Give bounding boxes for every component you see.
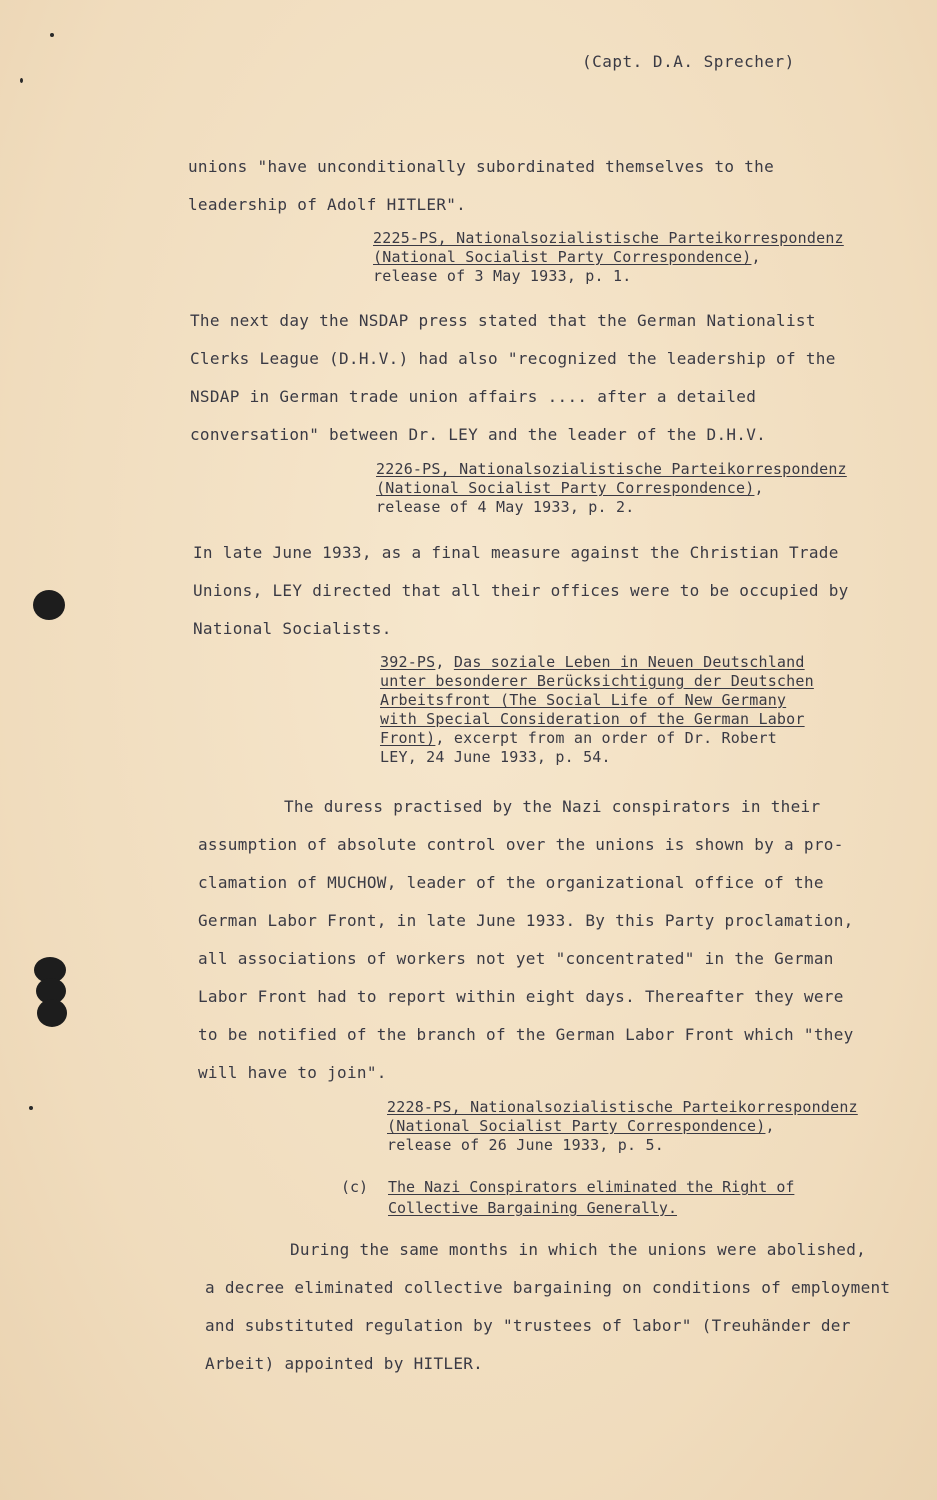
- speck-2: [29, 1106, 33, 1110]
- paragraph-4-line-1: The duress practised by the Nazi conspirators in their: [284, 797, 821, 816]
- citation-release: LEY, 24 June 1933, p. 54.: [380, 748, 611, 766]
- paragraph-1-line-1: unions "have unconditionally subordinated themselves to the: [188, 157, 775, 176]
- paragraph-2: [190, 302, 836, 454]
- citation-ref: 392-PS: [380, 653, 436, 671]
- paragraph-5-line-2: a decree eliminated collective bargaining on conditions of employment: [205, 1278, 891, 1297]
- citation-2226-ps: [376, 460, 847, 517]
- paragraph-3-line-3: National Socialists.: [193, 619, 392, 638]
- punch-hole-top: [33, 590, 65, 620]
- paragraph-3-line-1: In late June 1933, as a final measure against the Christian Trade: [193, 543, 839, 562]
- section-heading-c: [341, 1177, 794, 1197]
- citation-title-line-4: with Special Consideration of the German Labor: [380, 710, 805, 728]
- citation-release: release of 26 June 1933, p. 5.: [387, 1136, 664, 1154]
- paragraph-2-line-1: The next day the NSDAP press stated that the German Nationalist: [190, 311, 816, 330]
- citation-release: release of 4 May 1933, p. 2.: [376, 498, 635, 516]
- section-label: (c): [341, 1178, 369, 1196]
- paragraph-2-line-2: Clerks League (D.H.V.) had also "recognized the leadership of the: [190, 349, 836, 368]
- paragraph-1-line-2: leadership of Adolf HITLER".: [188, 195, 467, 214]
- citation-ref: 2226-PS: [376, 460, 441, 478]
- citation-title-line-3: Arbeitsfront (The Social Life of New Germany: [380, 691, 787, 709]
- paragraph-1: [188, 148, 774, 224]
- citation-title: , Nationalsozialistische Parteikorrespondenz: [437, 229, 844, 247]
- citation-translation: (National Socialist Party Correspondence): [387, 1117, 766, 1135]
- citation-translation: (National Socialist Party Correspondence): [373, 248, 752, 266]
- paragraph-4-line-8: will have to join".: [198, 1063, 387, 1082]
- citation-punct: ,: [754, 479, 764, 497]
- speck-3: [20, 78, 23, 83]
- paragraph-2-line-3: NSDAP in German trade union affairs .... after a detailed: [190, 387, 757, 406]
- section-title-line-2: Collective Bargaining Generally.: [388, 1199, 677, 1217]
- author-header: (Capt. D.A. Sprecher): [582, 52, 795, 71]
- paragraph-5-line-1: During the same months in which the unions were abolished,: [290, 1240, 867, 1259]
- paragraph-5: [205, 1231, 890, 1383]
- citation-title-line-5: Front): [380, 729, 436, 747]
- paragraph-3-line-2: Unions, LEY directed that all their offices were to be occupied by: [193, 581, 849, 600]
- section-heading-c-line-2: [388, 1198, 677, 1218]
- paragraph-4-line-3: clamation of MUCHOW, leader of the organizational office of the: [198, 873, 824, 892]
- punch-hole-middle-3: [37, 999, 67, 1027]
- paragraph-4-line-5: all associations of workers not yet "concentrated" in the German: [198, 949, 834, 968]
- citation-punct: ,: [435, 653, 454, 671]
- paragraph-2-line-4: conversation" between Dr. LEY and the leader of the D.H.V.: [190, 425, 767, 444]
- citation-punct: ,: [751, 248, 761, 266]
- paragraph-4-line-6: Labor Front had to report within eight days. Thereafter they were: [198, 987, 844, 1006]
- citation-title-line-2: unter besonderer Berücksichtigung der Deutschen: [380, 672, 814, 690]
- citation-2225-ps: [373, 229, 844, 286]
- paragraph-4-line-7: to be notified of the branch of the German Labor Front which "they: [198, 1025, 854, 1044]
- paragraph-4-line-4: German Labor Front, in late June 1933. By this Party proclamation,: [198, 911, 854, 930]
- citation-title: Das soziale Leben in Neuen Deutschland: [453, 653, 805, 671]
- citation-ref: 2228-PS: [387, 1098, 452, 1116]
- speck-1: [50, 33, 54, 37]
- paragraph-5-line-4: Arbeit) appointed by HITLER.: [205, 1354, 484, 1373]
- paragraph-3: [193, 534, 849, 648]
- paragraph-4: [198, 788, 854, 1092]
- citation-release: release of 3 May 1933, p. 1.: [373, 267, 632, 285]
- citation-punct: ,: [765, 1117, 775, 1135]
- citation-title: , Nationalsozialistische Parteikorrespondenz: [451, 1098, 858, 1116]
- citation-ref: 2225-PS: [373, 229, 438, 247]
- citation-title: , Nationalsozialistische Parteikorrespondenz: [440, 460, 847, 478]
- section-title-line-1: The Nazi Conspirators eliminated the Right of: [388, 1178, 795, 1196]
- citation-excerpt: , excerpt from an order of Dr. Robert: [435, 729, 777, 747]
- paragraph-4-line-2: assumption of absolute control over the unions is shown by a pro-: [198, 835, 844, 854]
- citation-translation: (National Socialist Party Correspondence): [376, 479, 755, 497]
- citation-2228-ps: [387, 1098, 858, 1155]
- citation-392-ps: [380, 653, 814, 767]
- paragraph-5-line-3: and substituted regulation by "trustees of labor" (Treuhänder der: [205, 1316, 851, 1335]
